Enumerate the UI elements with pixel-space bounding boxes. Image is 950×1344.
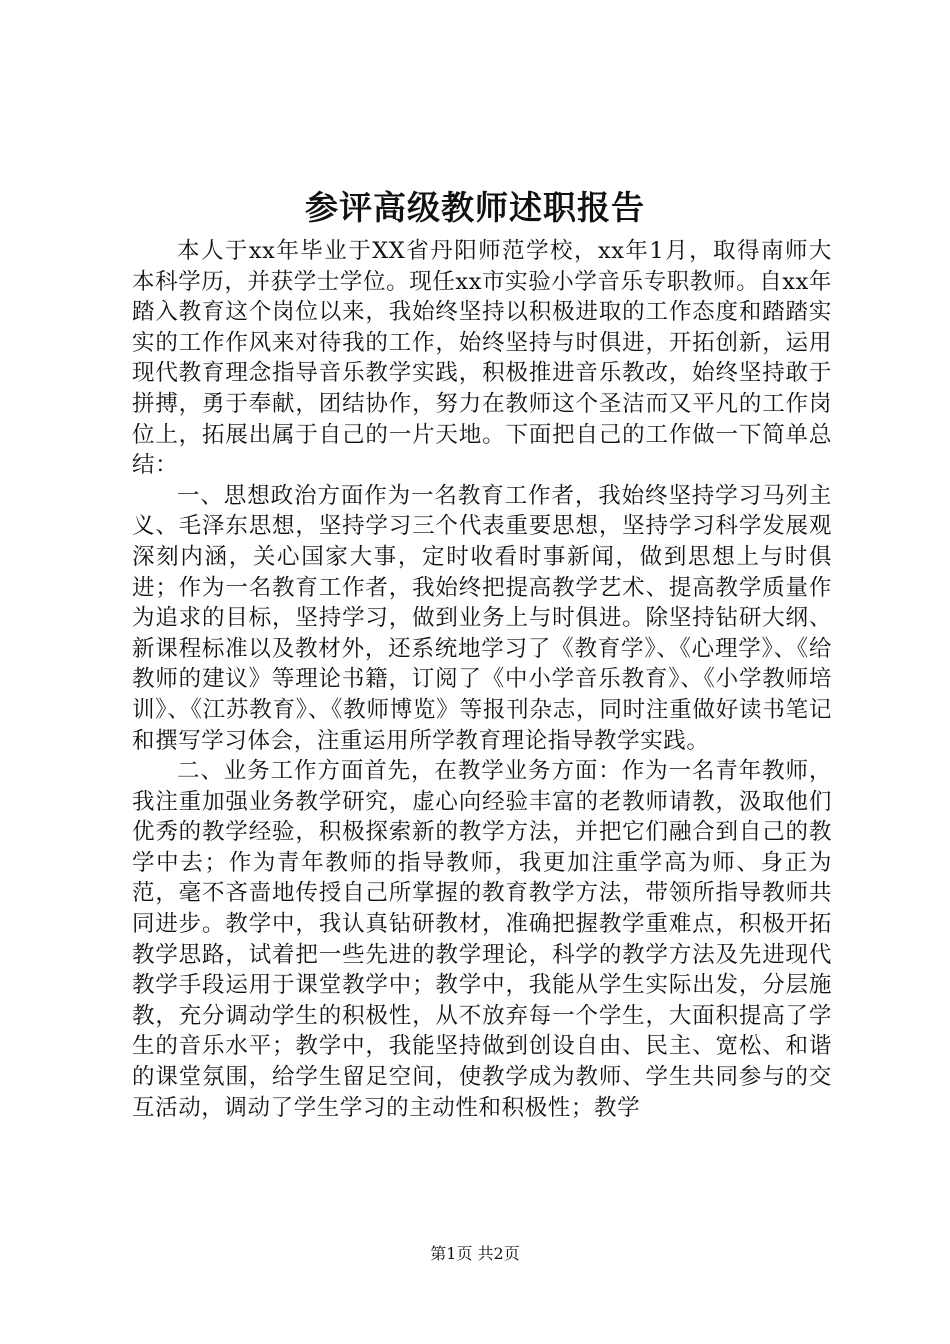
paragraph-political: 一、思想政治方面作为一名教育工作者，我始终坚持学习马列主义、毛泽东思想，坚持学习三个代表重要思想，坚持学习科学发展观深刻内涵，关心国家大事，定时收看时事新闻，做到思想上与时俱进；作为一名教育工作者，我始终把提高教学艺术、提高教学质量作为追求的目标，坚持学习，做到业务上与时俱进。除坚持钻研大纲、新课程标准以及教材外，还系统地学习了《教育学》、《心理学》、《给教师的建议》等理论书籍，订阅了《中小学音乐教育》、《小学教师培训》、《江苏教育》、《教师博览》等报刊杂志，同时注重做好读书笔记和撰写学习体会，注重运用所学教育理论指导教学实践。 [132, 482, 832, 754]
paragraph-intro: 本人于xx年毕业于XX省丹阳师范学校，xx年1月，取得南师大本科学历，并获学士学位。现任xx市实验小学音乐专职教师。自xx年踏入教育这个岗位以来，我始终坚持以积极进取的工作态度和踏踏实实的工作作风来对待我的工作，始终坚持与时俱进，开拓创新，运用现代教育理念指导音乐教学实践，积极推进音乐教改，始终坚持敢于拼搏，勇于奉献，团结协作，努力在教师这个圣洁而又平凡的工作岗位上，拓展出属于自己的一片天地。下面把自己的工作做一下简单总结： [132, 238, 832, 479]
document-title: 参评高级教师述职报告 [305, 188, 645, 227]
paragraph-professional: 二、业务工作方面首先，在教学业务方面：作为一名青年教师，我注重加强业务教学研究，虚心向经验丰富的老教师请教，汲取他们优秀的教学经验，积极探索新的教学方法，并把它们融合到自己的教学中去；作为青年教师的指导教师，我更加注重学高为师、身正为范，毫不吝啬地传授自己所掌握的教育教学方法，带领所指导教师共同进步。教学中，我认真钻研教材，准确把握教学重难点，积极开拓教学思路，试着把一些先进的教学理论，科学的教学方法及先进现代教学手段运用于课堂教学中；教学中，我能从学生实际出发，分层施教，充分调动学生的积极性，从不放弃每一个学生，大面积提高了学生的音乐水平；教学中，我能坚持做到创设自由、民主、宽松、和谐的课堂氛围，给学生留足空间，使教学成为教师、学生共同参与的交互活动，调动了学生学习的主动性和积极性；教学 [132, 758, 832, 1121]
page-number-footer: 第1页 共2页 [430, 1244, 520, 1263]
document-body [132, 236, 832, 1123]
